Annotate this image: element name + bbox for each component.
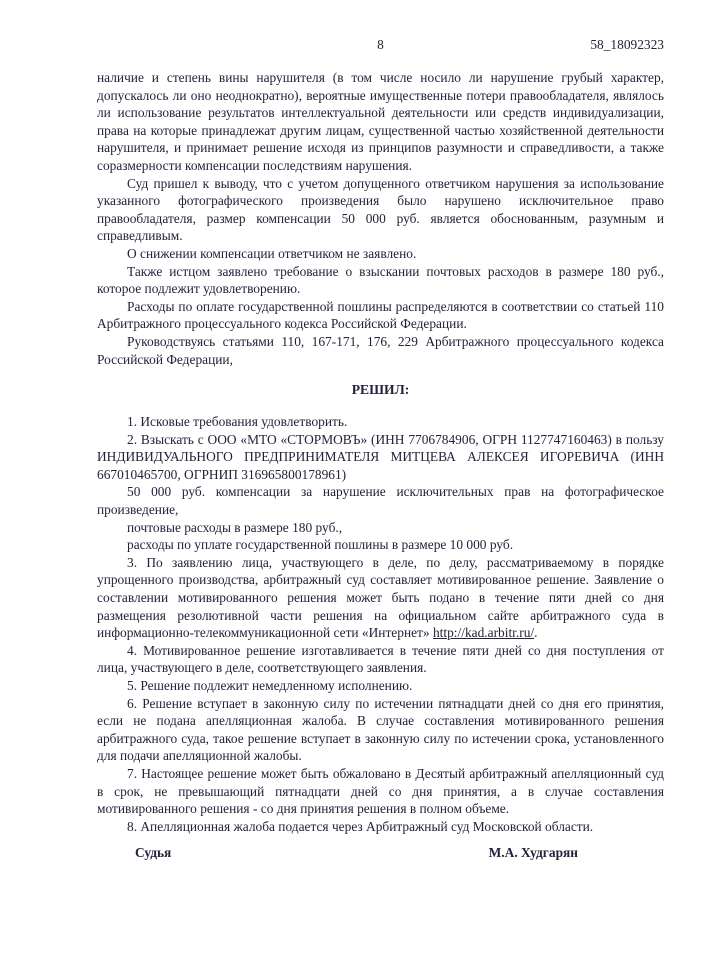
kad-arbitr-link[interactable]: http://kad.arbitr.ru/ [432, 625, 535, 641]
award-line-duty: расходы по уплате государственной пошлины в размере 10 000 руб. [127, 537, 514, 553]
resolution-heading: РЕШИЛ: [351, 382, 410, 398]
document-body [97, 69, 664, 835]
resolution-item-3-period: . [534, 625, 538, 641]
resolution-item-6: 6. Решение вступает в законную силу по истечении пятнадцати дней со дня его принятия, если не подана апелляционная жалоба. В случае составления мотивированного решения арбитражного суда, такое решение вступает в законную силу по истечении срока, установленного для подачи апелляционной жалобы. [97, 695, 664, 764]
paragraph-infringement-criteria: наличие и степень вины нарушителя (в том числе носило ли нарушение грубый характер, допускалось ли оно неоднократно), вероятные имущественные потери правообладателя, являлось ли использование результатов интеллектуальной деятельности или средств индивидуализации, права на которые принадлежат другим лицам, существенной частью хозяйственной деятельности нарушителя, и принимает решение исходя из принципов разумности и справедливости, а также соразмерности компенсации последствиям нарушения. [97, 70, 664, 173]
paragraph-state-duty-allocation: Расходы по оплате государственной пошлины распределяются в соответствии со статьей 110 Арбитражного процессуального кодекса Российской Федерации. [97, 298, 664, 332]
paragraph-postal-costs-claim: Также истцом заявлено требование о взыскании почтовых расходов в размере 180 руб., которое подлежит удовлетворению. [97, 263, 664, 297]
resolution-item-3-text: 3. По заявлению лица, участвующего в деле, по делу, рассматриваемому в порядке упрощенного производства, арбитражный суд составляет мотивированное решение. Заявление о составлении мотивированного решения может быть подано в течение пяти дней со дня размещения резолютивной части решения на официальном сайте арбитражного суда в информационно-телекоммуникационной сети «Интернет» [97, 554, 664, 641]
signature-row [97, 844, 664, 862]
paragraph-court-conclusion: Суд пришел к выводу, что с учетом допущенного ответчиком нарушения за использование указанного фотографического произведения было нарушено исключительное право правообладателя, размер компенсации 50 000 руб. является обоснованным, разумным и справедливым. [97, 175, 664, 244]
resolution-item-4: 4. Мотивированное решение изготавливается в течение пяти дней со дня поступления от лица, участвующего в деле, соответствующего заявления. [97, 642, 664, 676]
judge-name: М.А. Худгарян [488, 845, 578, 861]
paragraph-no-reduction-claim: О снижении компенсации ответчиком не заявлено. [127, 245, 417, 261]
award-line-compensation: 50 000 руб. компенсации за нарушение исключительных прав на фотографическое произведение, [97, 484, 664, 518]
award-line-postal: почтовые расходы в размере 180 руб., [127, 519, 343, 535]
resolution-item-8: 8. Апелляционная жалоба подается через Арбитражный суд Московской области. [127, 818, 594, 834]
resolution-item-1: 1. Исковые требования удовлетворить. [127, 414, 348, 430]
page-number: 8 [377, 37, 384, 52]
judge-label: Судья [135, 845, 172, 861]
resolution-item-7: 7. Настоящее решение может быть обжаловано в Десятый арбитражный апелляционный суд в срок, не превышающий пятнадцати дней со дня принятия, а в случае составления мотивированного решения - со дня принятия решения в полном объеме. [97, 765, 664, 817]
resolution-item-2: 2. Взыскать с ООО «МТО «СТОРМОВЪ» (ИНН 7706784906, ОГРН 1127747160463) в пользу ИНДИВИДУАЛЬНОГО ПРЕДПРИНИМАТЕЛЯ МИТЦЕВА АЛЕКСЕЯ ИГОРЕВИЧА (ИНН 667010465700, ОГРНИП 316965800178961) [97, 431, 664, 482]
page-header [97, 36, 664, 54]
resolution-item-5: 5. Решение подлежит немедленному исполнению. [127, 678, 413, 693]
resolution-item-3 [97, 554, 664, 642]
paragraph-guided-by-articles: Руководствуясь статьями 110, 167-171, 176, 229 Арбитражного процессуального кодекса Российской Федерации, [97, 333, 664, 367]
case-number: 58_18092323 [590, 37, 664, 52]
